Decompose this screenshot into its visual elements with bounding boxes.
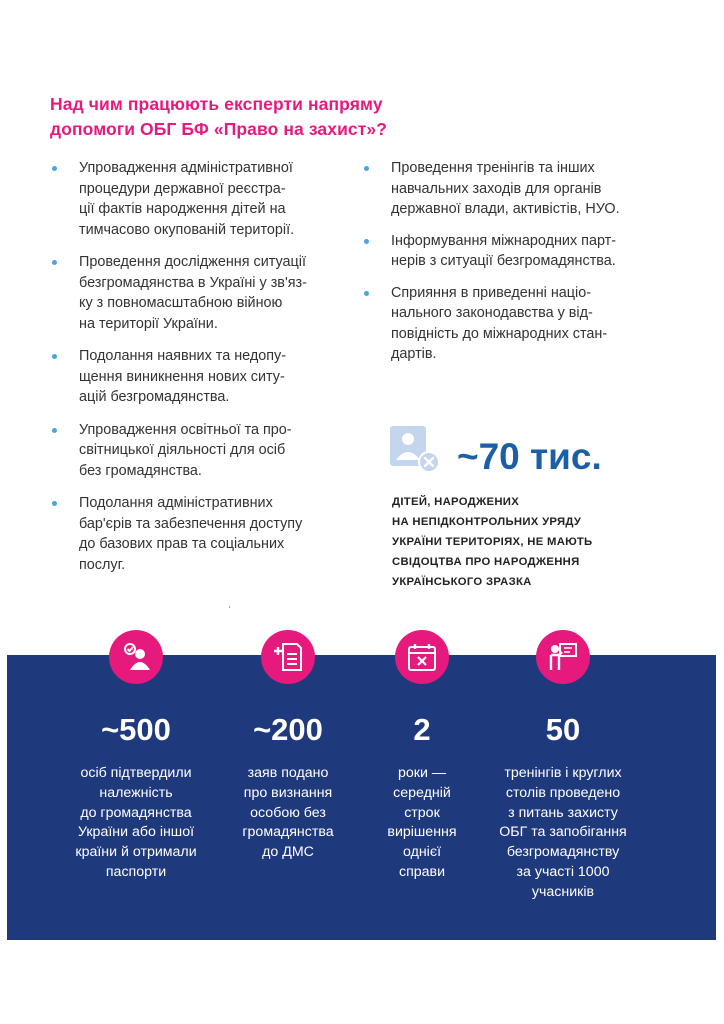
list-item: Проведення тренінгів та інших навчальних заходів для органів державної влади, активістів, НУО. (364, 158, 664, 220)
list-item: Інформування міжнародних парт- нерів з ситуації безгромадянства. (364, 231, 664, 272)
metric-value: 50 (545, 712, 581, 747)
title-line-2: допомоги ОБГ БФ «Право на захист»? (50, 119, 388, 139)
list-item: Подолання наявних та недопу- щення виникнення нових ситу- ацій безгромадянства. (52, 346, 342, 408)
list-item: Подолання адміністративних бар'єрів та забезпечення доступу до базових прав та соціальних послуг. (52, 493, 342, 575)
people-check-icon (109, 630, 163, 684)
metric-card (342, 630, 502, 883)
list-item: Упровадження освітньої та про- світницької діяльності для осіб без громадянства. (52, 420, 342, 482)
metric-description: тренінгів і круглих столів проведено з питань захисту ОБГ та запобігання безгромадянству за участі 1000 учасників (499, 765, 627, 900)
right-bullet-list (364, 158, 664, 365)
list-item: Проведення дослідження ситуації безгромадянства в Україні у зв'яз- ку з повномасштабною війною на території України. (52, 252, 342, 334)
list-item: Упровадження адміністративної процедури державної реєстра- ції фактів народження дітей на тимчасово окупованій території. (52, 158, 342, 240)
metric-description: заяв подано про визнання особою без громадянства до ДМС (242, 765, 334, 861)
left-bullet-list (52, 158, 342, 575)
add-document-icon (261, 630, 315, 684)
title-line-1: Над чим працюють експерти напряму (50, 94, 383, 114)
metric-value: 2 (413, 712, 431, 747)
metric-card (56, 630, 216, 883)
metric-value: ~200 (253, 712, 323, 747)
highlight-value: ~70 тис. (457, 436, 602, 477)
metric-description: осіб підтвердили належність до громадянства України або іншої країни й отримали паспорти (75, 765, 197, 880)
calendar-icon (395, 630, 449, 684)
metric-card (483, 630, 643, 903)
user-remove-icon (388, 424, 442, 474)
metric-description: роки — середній строк вирішення однієї справи (387, 765, 457, 880)
list-item: Сприяння в приведенні націо- нального законодавства у від- повідність до міжнародних стан- дартів. (364, 283, 664, 365)
highlight-caption: ДІТЕЙ, НАРОДЖЕНИХ НА НЕПІДКОНТРОЛЬНИХ УРЯДУ УКРАЇНИ ТЕРИТОРІЯХ, НЕ МАЮТЬ СВІДОЦТВА ПРО НАРОДЖЕННЯ УКРАЇНСЬКОГО ЗРАЗКА (392, 496, 593, 588)
divider-dot (229, 606, 230, 608)
page-title (50, 92, 670, 142)
metric-value: ~500 (101, 712, 171, 747)
presentation-icon (536, 630, 590, 684)
